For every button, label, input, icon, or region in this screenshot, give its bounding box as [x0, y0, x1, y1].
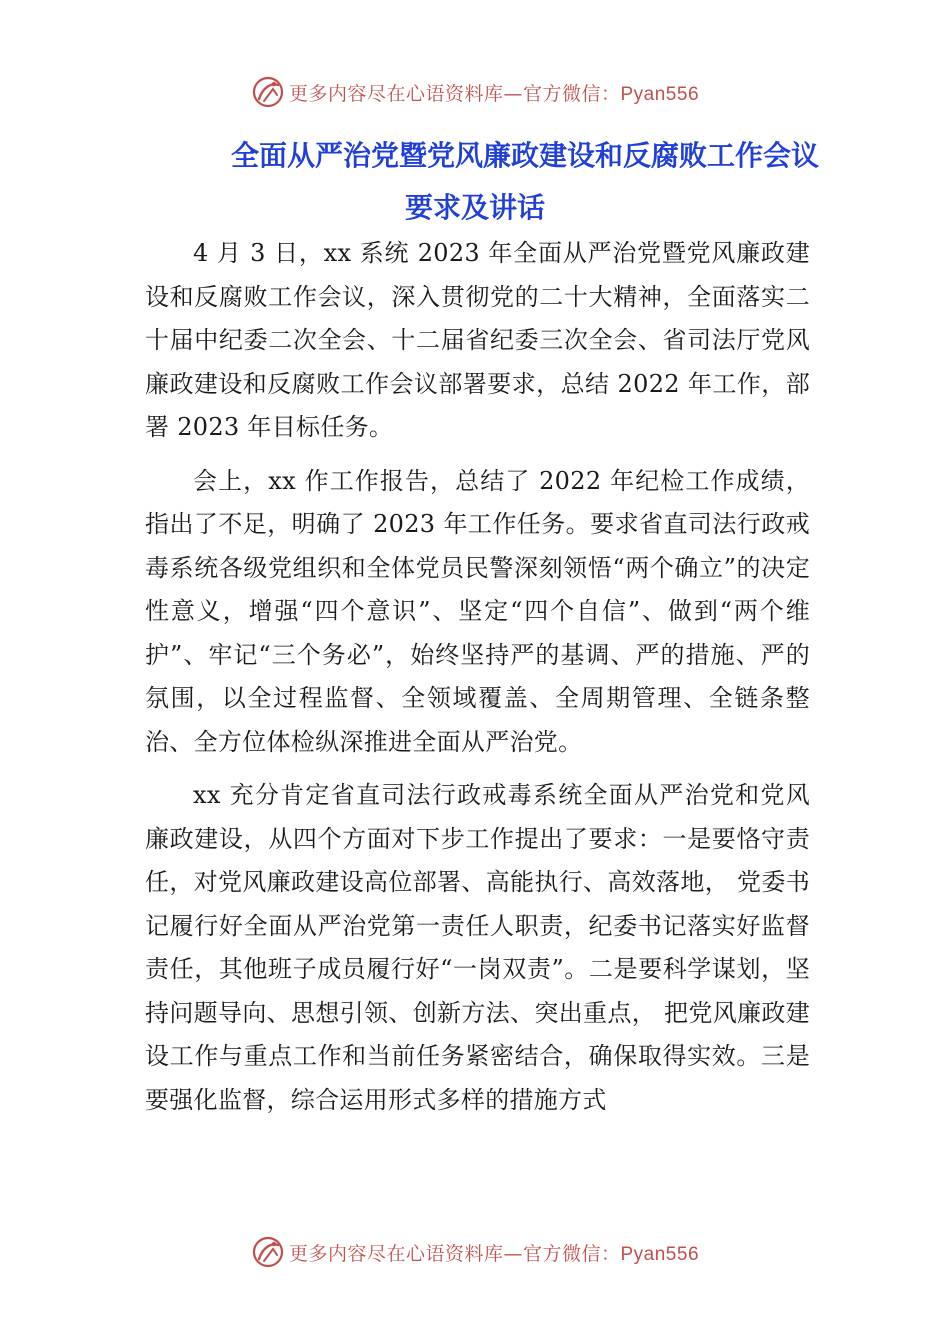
footer-banner: [0, 1232, 950, 1272]
document-title-line-1: 全面从严治党暨党风廉政建设和反腐败工作会议: [230, 139, 819, 172]
footer-banner-text: 更多内容尽在心语资料库—官方微信：Pyan556: [288, 1242, 700, 1265]
header-banner: [0, 72, 950, 112]
footer-wechat-id: Pyan556: [620, 1243, 700, 1265]
document-body: [145, 232, 810, 1132]
paragraph-1: 4 月 3 日，xx 系统 2023 年全面从严治党暨党风廉政建设和反腐败工作会议，深入贯彻党的二十大精神，全面落实二十届中纪委二次全会、十二届省纪委三次全会、省司法厅党风廉政建设和反腐败工作会议部署要求，总结 2022 年工作，部署 2023 年目标任务。: [145, 239, 810, 441]
brand-logo-icon: [251, 75, 285, 109]
document-title-line-2: 要求及讲话: [404, 191, 545, 224]
paragraph-2: 会上，xx 作工作报告，总结了 2022 年纪检工作成绩，指出了不足，明确了 2023 年工作任务。要求省直司法行政戒毒系统各级党组织和全体党员民警深刻领悟“两个确立”的决定性意义，增强“四个意识”、坚定“四个自信”、做到“两个维护”、牢记“三个务必”，始终坚持严的基调、严的措施、严的氛围，以全过程监督、全领域覆盖、全周期管理、全链条整治、全方位体检纵深推进全面从严治党。: [145, 466, 810, 756]
header-wechat-id: Pyan556: [620, 83, 700, 105]
brand-logo-icon: [251, 1235, 285, 1269]
header-banner-text: 更多内容尽在心语资料库—官方微信：Pyan556: [288, 82, 700, 105]
paragraph-3: xx 充分肯定省直司法行政戒毒系统全面从严治党和党风廉政建设，从四个方面对下步工作提出了要求：一是要恪守责任，对党风廉政建设高位部署、高能执行、高效落地， 党委书记履行好全面从严治党第一责任人职责，纪委书记落实好监督责任，其他班子成员履行好“一岗双责”。二是要科学谋划，坚持问题导向、思想引领、创新方法、突出重点， 把党风廉政建设工作与重点工作和当前任务紧密结合，确保取得实效。三是要强化监督，综合运用形式多样的措施方式: [145, 781, 810, 1114]
